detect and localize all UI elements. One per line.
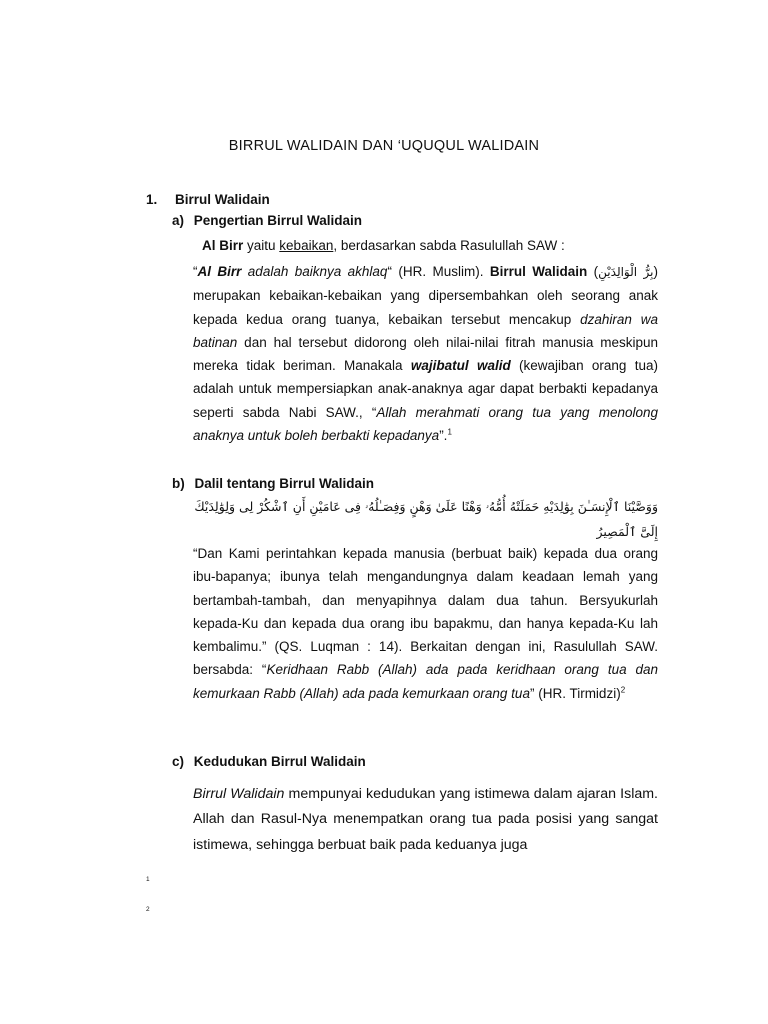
intro-line: [202, 238, 565, 253]
text-span: dan hal tersebut didorong oleh nilai-nilai fitrah manusia meskipun mereka tidak beriman. Manakala: [193, 334, 658, 374]
subsection-letter: a): [172, 213, 185, 228]
arabic-term: بِرُّ: [643, 265, 654, 279]
quran-verse-arabic: وَوَصَّيْنَا ٱلْإِنسَـٰنَ بِوَٰلِدَيْهِ حَمَلَتْهُ أُمُّهُۥ وَهْنًا عَلَىٰ وَهْنٍ وَفِصَـٰلُهُۥ فِى عَامَيْنِ أَنِ ٱشْكُرْ لِى وَلِوَٰلِدَيْكَ إِلَىَّ ٱلْمَصِيرُ: [194, 499, 658, 539]
paragraph-dalil: [193, 542, 658, 705]
text-span: ” (HR. Tirmidzi): [529, 685, 621, 701]
footnote-ref: 2: [620, 685, 626, 695]
text-span: dzahiran wa batinan: [193, 311, 658, 350]
text-span: ”.: [439, 428, 448, 444]
arabic-term: الْوَالِدَيْنِ: [598, 265, 638, 279]
text-span: Keridhaan Rabb (Allah) ada pada keridhaan orang tua dan kemurkaan Rabb (Allah) ada pada kemurkaan orang tua: [193, 662, 658, 701]
subsection-heading-a: [172, 213, 362, 228]
birrul-walidain-term: Birrul Walidain: [489, 264, 588, 279]
intro-text: yaitu: [243, 238, 280, 253]
page-title: BIRRUL WALIDAIN DAN ‘UQUQUL WALIDAIN: [228, 138, 540, 154]
text-span: “Dan Kami perintahkan kepada manusia (berbuat baik) kepada dua orang ibu-bapanya; ibunya telah mengandungnya dalam keadaan lemah yang bertambah-tambah, dan menyapihnya dalam dua tahun. Bersyukurlah kepada-Ku dan kepada dua orang ibu bapakmu, dan hanya kepada-Ku lah kembalimu.” (QS. Luqman : 14). Berkaitan dengan ini, Rasulullah SAW. bersabda: “: [193, 546, 658, 678]
footnote-ref: 1: [447, 427, 452, 437]
subsection-heading-c: [172, 754, 366, 769]
intro-text: , berdasarkan sabda Rasulullah SAW :: [333, 238, 565, 253]
text-span: (: [587, 264, 599, 279]
section-number: 1.: [146, 192, 158, 207]
subsection-letter: c): [172, 754, 185, 769]
al-birr-term: Al Birr: [202, 238, 244, 253]
subsection-heading-text: Kedudukan Birrul Walidain: [193, 754, 366, 769]
kebaikan-term: kebaikan: [279, 238, 334, 253]
text-span: Allah merahmati orang tua yang menolong anaknya untuk boleh berbakti kepadanya: [193, 404, 658, 444]
text-span: “: [193, 264, 198, 279]
text-span: Birrul Walidain: [193, 786, 285, 802]
wajibatul-walid-term: wajibatul walid: [410, 358, 511, 374]
al-birr-quote-term: Al Birr: [197, 264, 242, 279]
text-span: adalah baiknya akhlaq: [241, 264, 388, 279]
text-span: “ (HR. Muslim).: [387, 264, 490, 279]
subsection-heading-b: [172, 476, 374, 491]
text-span: ) merupakan kebaikan-kebaikan yang dipersembahkan oleh seorang anak kepada kedua orang tuanya, kebaikan tersebut mencakup: [193, 264, 658, 327]
text-span: mempunyai kedudukan yang istimewa dalam ajaran Islam. Allah dan Rasul-Nya menempatkan orang tua pada posisi yang sangat istimewa, sehingga berbuat baik pada keduanya juga: [193, 786, 659, 853]
paragraph-kedudukan: [193, 782, 658, 858]
section-heading-text: Birrul Walidain: [175, 192, 270, 207]
subsection-heading-text: Dalil tentang Birrul Walidain: [194, 476, 375, 491]
footnote-1: 1: [146, 876, 150, 883]
subsection-letter: b): [172, 476, 185, 491]
footnote-2: 2: [146, 906, 150, 913]
paragraph-pengertian: [193, 260, 658, 447]
section-heading-1: [146, 192, 270, 207]
text-span: (kewajiban orang tua) adalah untuk mempersiapkan anak-anaknya agar dapat berbakti kepadanya seperti sabda Nabi SAW., “: [193, 358, 659, 420]
subsection-heading-text: Pengertian Birrul Walidain: [193, 213, 363, 228]
